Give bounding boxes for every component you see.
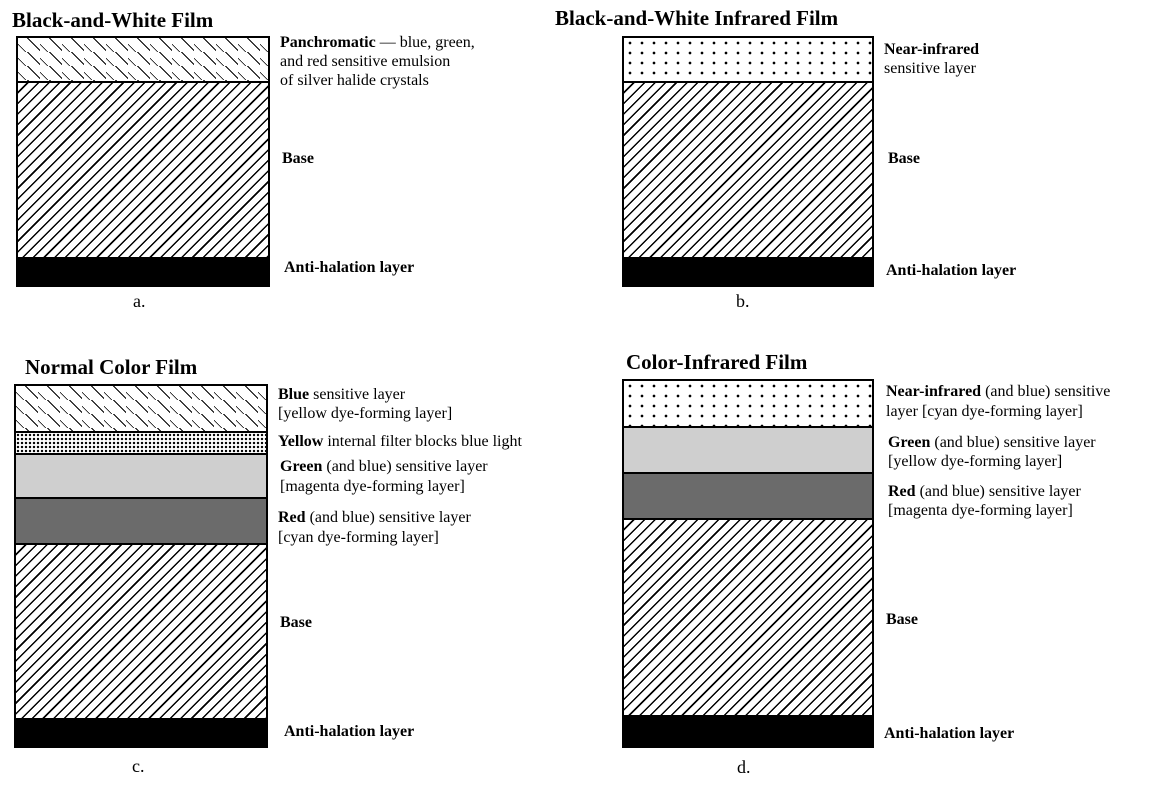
panel-c-label-red-1: Red (and blue) sensitive layer bbox=[278, 509, 471, 526]
panel-c-green-layer bbox=[14, 453, 268, 499]
panel-d-label-base: Base bbox=[886, 611, 918, 628]
panel-d-label-near-infrared-1: Near-infrared (and blue) sensitive bbox=[886, 383, 1111, 400]
panel-b-label-base: Base bbox=[888, 150, 920, 167]
panel-d-green-layer bbox=[622, 426, 874, 474]
panel-c-anti-halation-layer bbox=[14, 718, 268, 748]
panel-c-red-layer bbox=[14, 497, 268, 545]
panel-a-title: Black-and-White Film bbox=[12, 8, 214, 32]
panel-c-yellow-filter-layer bbox=[14, 431, 268, 455]
panel-a-label-anti-halation: Anti-halation layer bbox=[284, 259, 415, 276]
panel-d-label-green-2: [yellow dye-forming layer] bbox=[888, 453, 1063, 470]
panel-b-base-layer bbox=[622, 81, 874, 259]
panel-c-label-green-2: [magenta dye-forming layer] bbox=[280, 478, 465, 495]
panel-d-red-layer bbox=[622, 472, 874, 520]
panel-c-blue-layer bbox=[14, 384, 268, 433]
panel-d-label-red-1: Red (and blue) sensitive layer bbox=[888, 483, 1081, 500]
panel-a-label-emulsion-3: of silver halide crystals bbox=[280, 72, 429, 89]
panel-b-label-near-infrared-2: sensitive layer bbox=[884, 60, 976, 77]
panel-c-base-layer bbox=[14, 543, 268, 720]
panel-d-label-green-1: Green (and blue) sensitive layer bbox=[888, 434, 1096, 451]
panel-b-label-anti-halation: Anti-halation layer bbox=[886, 262, 1017, 279]
panel-a-emulsion-layer bbox=[16, 36, 270, 83]
panel-c-caption: c. bbox=[132, 756, 145, 776]
panel-a-label-base: Base bbox=[282, 150, 314, 167]
panel-c-label-anti-halation: Anti-halation layer bbox=[284, 723, 415, 740]
panel-b-caption: b. bbox=[736, 291, 750, 311]
panel-d-label-red-2: [magenta dye-forming layer] bbox=[888, 502, 1073, 519]
panel-c-title: Normal Color Film bbox=[25, 355, 198, 379]
panel-c-label-green-1: Green (and blue) sensitive layer bbox=[280, 458, 488, 475]
panel-d-title: Color-Infrared Film bbox=[626, 350, 808, 374]
panel-d-anti-halation-layer bbox=[622, 715, 874, 748]
panel-b-label-near-infrared-1: Near-infrared bbox=[884, 41, 980, 58]
panel-b-near-infrared-layer bbox=[622, 36, 874, 83]
panel-a-anti-halation-layer bbox=[16, 257, 270, 287]
panel-d-near-infrared-layer bbox=[622, 379, 874, 428]
panel-c-label-red-2: [cyan dye-forming layer] bbox=[278, 529, 439, 546]
panel-c-label-base: Base bbox=[280, 614, 312, 631]
panel-b-title: Black-and-White Infrared Film bbox=[555, 6, 839, 30]
panel-d-label-anti-halation: Anti-halation layer bbox=[884, 725, 1015, 742]
panel-d-base-layer bbox=[622, 518, 874, 717]
panel-a-label-emulsion-1: Panchromatic — blue, green, bbox=[280, 34, 475, 51]
panel-a-caption: a. bbox=[133, 291, 146, 311]
panel-a-label-emulsion-2: and red sensitive emulsion bbox=[280, 53, 451, 70]
panel-b-anti-halation-layer bbox=[622, 257, 874, 287]
panel-c-label-blue-1: Blue sensitive layer bbox=[278, 386, 406, 403]
panel-c-label-blue-2: [yellow dye-forming layer] bbox=[278, 405, 453, 422]
panel-a-base-layer bbox=[16, 81, 270, 259]
panel-d-label-near-infrared-2: layer [cyan dye-forming layer] bbox=[886, 403, 1083, 420]
panel-c-label-yellow: Yellow internal filter blocks blue light bbox=[278, 433, 522, 450]
panel-d-caption: d. bbox=[737, 757, 751, 777]
